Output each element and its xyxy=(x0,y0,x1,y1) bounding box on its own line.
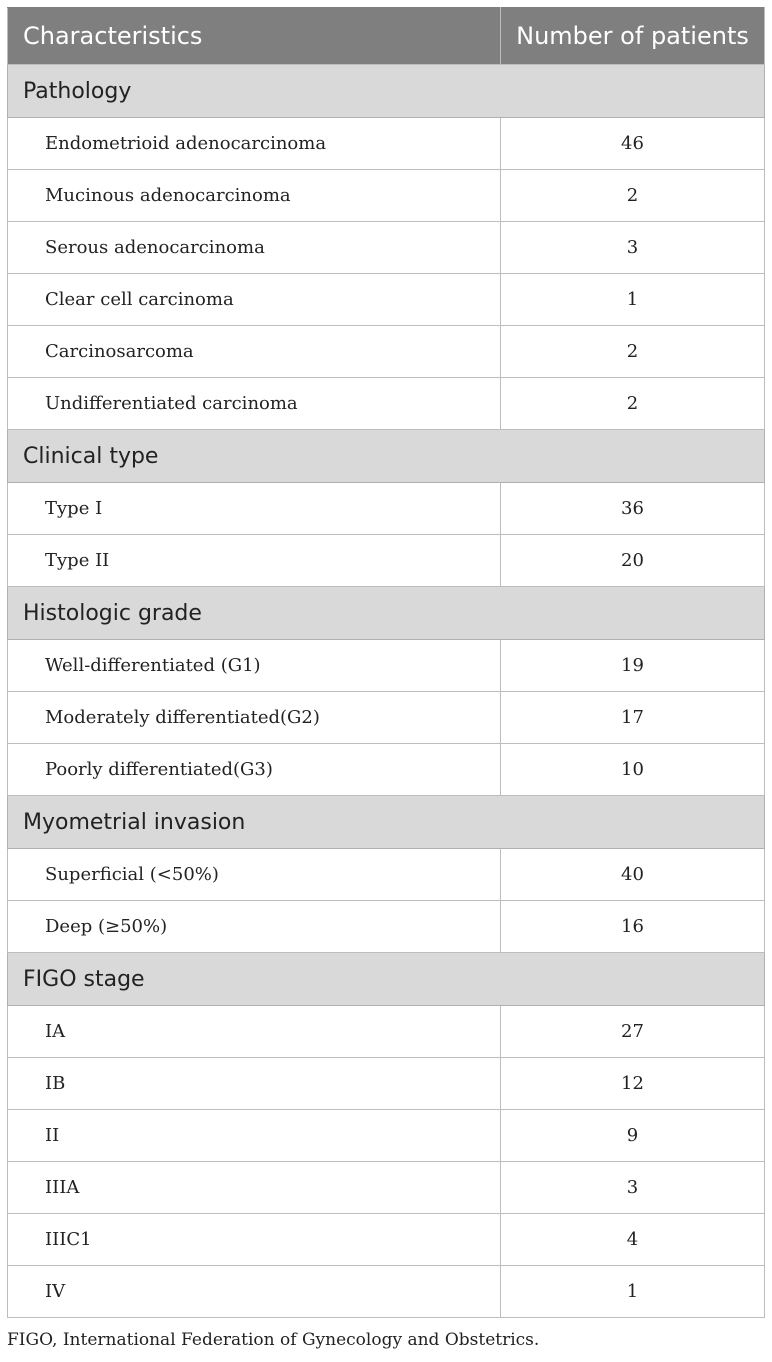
row-value: 9 xyxy=(501,1110,765,1162)
row-label: Well-differentiated (G1) xyxy=(8,640,501,692)
row-label: IA xyxy=(8,1006,501,1058)
table-row xyxy=(8,118,765,170)
row-value: 4 xyxy=(501,1214,765,1266)
row-label: IIIA xyxy=(8,1162,501,1214)
section-title: Myometrial invasion xyxy=(8,796,765,849)
section-row xyxy=(8,953,765,1006)
row-value: 2 xyxy=(501,378,765,430)
table-row xyxy=(8,326,765,378)
table-row xyxy=(8,1266,765,1318)
row-value: 40 xyxy=(501,849,765,901)
row-label: Poorly differentiated(G3) xyxy=(8,744,501,796)
section-row xyxy=(8,587,765,640)
row-value: 36 xyxy=(501,483,765,535)
table-row xyxy=(8,1058,765,1110)
row-label: IV xyxy=(8,1266,501,1318)
table-header xyxy=(8,8,765,65)
row-value: 16 xyxy=(501,901,765,953)
row-value: 1 xyxy=(501,1266,765,1318)
row-value: 12 xyxy=(501,1058,765,1110)
table-row xyxy=(8,849,765,901)
row-label: Endometrioid adenocarcinoma xyxy=(8,118,501,170)
header-row xyxy=(8,8,765,65)
table-row xyxy=(8,901,765,953)
table-row xyxy=(8,1006,765,1058)
table-row xyxy=(8,483,765,535)
row-value: 46 xyxy=(501,118,765,170)
row-value: 10 xyxy=(501,744,765,796)
row-label: Clear cell carcinoma xyxy=(8,274,501,326)
row-label: Deep (≥50%) xyxy=(8,901,501,953)
table-row xyxy=(8,1110,765,1162)
table-row xyxy=(8,222,765,274)
table-row xyxy=(8,170,765,222)
table-footnote: FIGO, International Federation of Gynecology and Obstetrics. xyxy=(7,1330,540,1350)
row-label: II xyxy=(8,1110,501,1162)
row-label: Superficial (<50%) xyxy=(8,849,501,901)
table-row xyxy=(8,744,765,796)
table-row xyxy=(8,378,765,430)
row-value: 1 xyxy=(501,274,765,326)
section-row xyxy=(8,65,765,118)
characteristics-table-container xyxy=(7,7,764,1318)
row-label: Carcinosarcoma xyxy=(8,326,501,378)
row-value: 20 xyxy=(501,535,765,587)
table-row xyxy=(8,692,765,744)
row-label: Moderately differentiated(G2) xyxy=(8,692,501,744)
row-value: 2 xyxy=(501,326,765,378)
table-row xyxy=(8,640,765,692)
table-row xyxy=(8,535,765,587)
row-label: Type II xyxy=(8,535,501,587)
row-value: 3 xyxy=(501,222,765,274)
header-characteristics: Characteristics xyxy=(8,8,501,65)
row-value: 27 xyxy=(501,1006,765,1058)
table-row xyxy=(8,274,765,326)
section-row xyxy=(8,430,765,483)
row-value: 19 xyxy=(501,640,765,692)
row-label: IIIC1 xyxy=(8,1214,501,1266)
row-label: Serous adenocarcinoma xyxy=(8,222,501,274)
section-title: FIGO stage xyxy=(8,953,765,1006)
row-label: Type I xyxy=(8,483,501,535)
row-label: IB xyxy=(8,1058,501,1110)
table-body xyxy=(8,65,765,1318)
table-row xyxy=(8,1162,765,1214)
row-label: Mucinous adenocarcinoma xyxy=(8,170,501,222)
header-number-of-patients: Number of patients xyxy=(501,8,765,65)
row-label: Undifferentiated carcinoma xyxy=(8,378,501,430)
section-row xyxy=(8,796,765,849)
row-value: 2 xyxy=(501,170,765,222)
section-title: Clinical type xyxy=(8,430,765,483)
row-value: 3 xyxy=(501,1162,765,1214)
row-value: 17 xyxy=(501,692,765,744)
section-title: Pathology xyxy=(8,65,765,118)
table-row xyxy=(8,1214,765,1266)
characteristics-table xyxy=(7,7,765,1318)
section-title: Histologic grade xyxy=(8,587,765,640)
